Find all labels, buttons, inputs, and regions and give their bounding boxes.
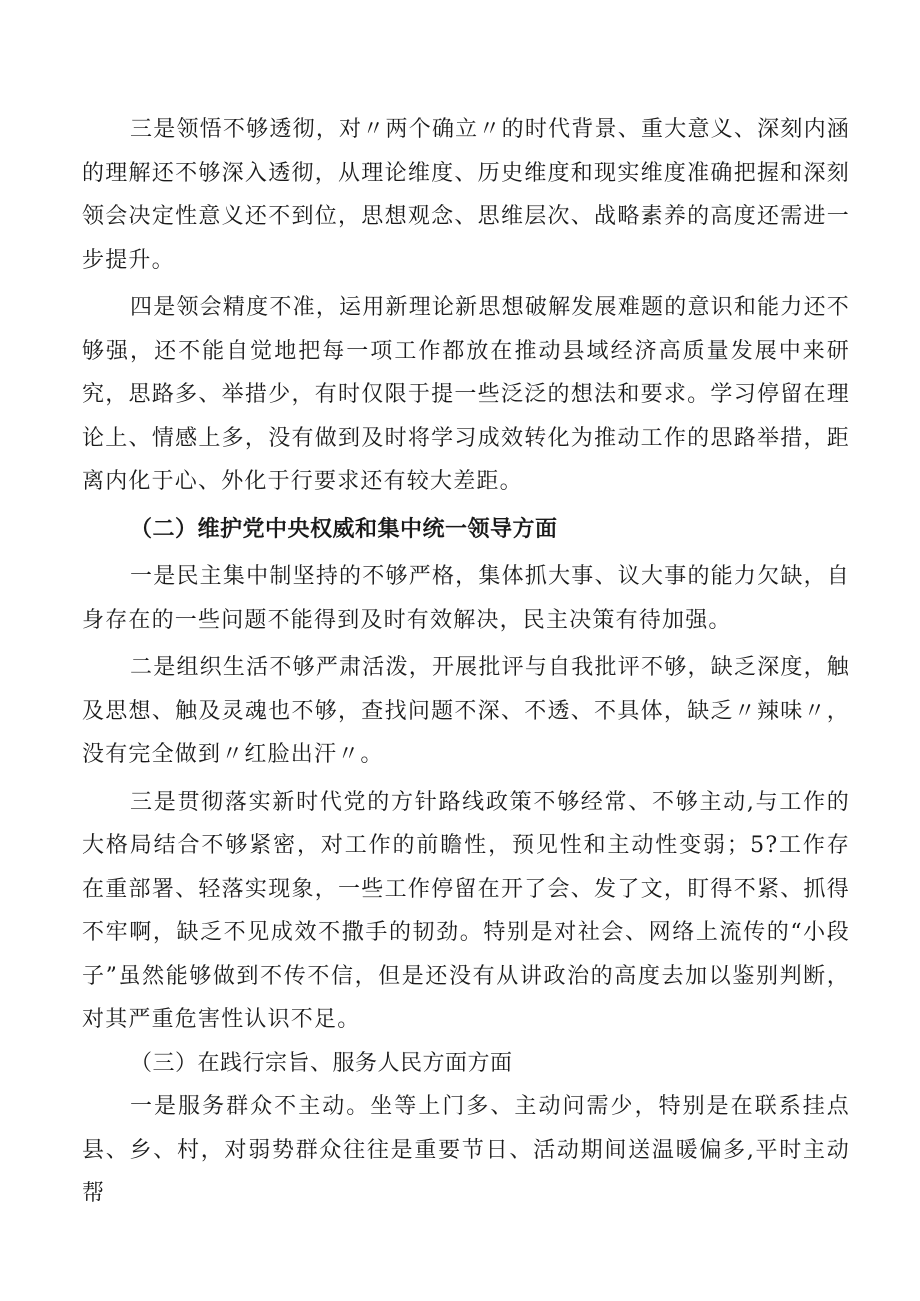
section3-paragraph-1: 一是服务群众不主动。坐等上门多、主动问需少，特别是在联系挂点县、乡、村，对弱势群众往往是重要节日、活动期间送温暖偏多,平时主动帮 [82, 1094, 850, 1206]
document-body [82, 108, 850, 1216]
paragraph-point-3: 三是领悟不够透彻，对〃两个确立〃的时代背景、重大意义、深刻内涵的理解还不够深入透彻，从理论维度、历史维度和现实维度准确把握和深刻领会决定性意义还不到位，思想观念、思维层次、战略素养的高度还需进一步提升。 [82, 117, 850, 273]
paragraph-point-4: 四是领会精度不准，运用新理论新思想破解发展难题的意识和能力还不够强，还不能自觉地把每一项工作都放在推动县域经济高质量发展中来研究，思路多、举措少，有时仅限于提一些泛泛的想法和要求。学习停留在理论上、情感上多，没有做到及时将学习成效转化为推动工作的思路举措，距离内化于心、外化于行要求还有较大差距。 [82, 295, 850, 494]
section-heading-3: （三）在践行宗旨、服务人民方面方面 [130, 1050, 513, 1076]
section-heading-2: （二）维护党中央权威和集中统一领导方面 [130, 516, 558, 542]
section2-paragraph-3: 三是贯彻落实新时代党的方针路线政策不够经常、不够主动,与工作的大格局结合不够紧密，对工作的前瞻性，预见性和主动性变弱；5?工作存在重部署、轻落实现象，一些工作停留在开了会、发了文，盯得不紧、抓得不牢啊，缺乏不见成效不撒手的韧劲。特别是对社会、网络上流传的“小段子”虽然能够做到不传不信，但是还没有从讲政治的高度去加以鉴别判断，对其严重危害性认识不足。 [82, 789, 850, 1032]
section2-paragraph-2: 二是组织生活不够严肃活泼，开展批评与自我批评不够，缺乏深度，触及思想、触及灵魂也不够，查找问题不深、不透、不具体，缺乏〃辣味〃，没有完全做到〃红脸出汗〃。 [82, 655, 850, 767]
section2-paragraph-1: 一是民主集中制坚持的不够严格，集体抓大事、议大事的能力欠缺，自身存在的一些问题不能得到及时有效解决，民主决策有待加强。 [82, 564, 850, 633]
